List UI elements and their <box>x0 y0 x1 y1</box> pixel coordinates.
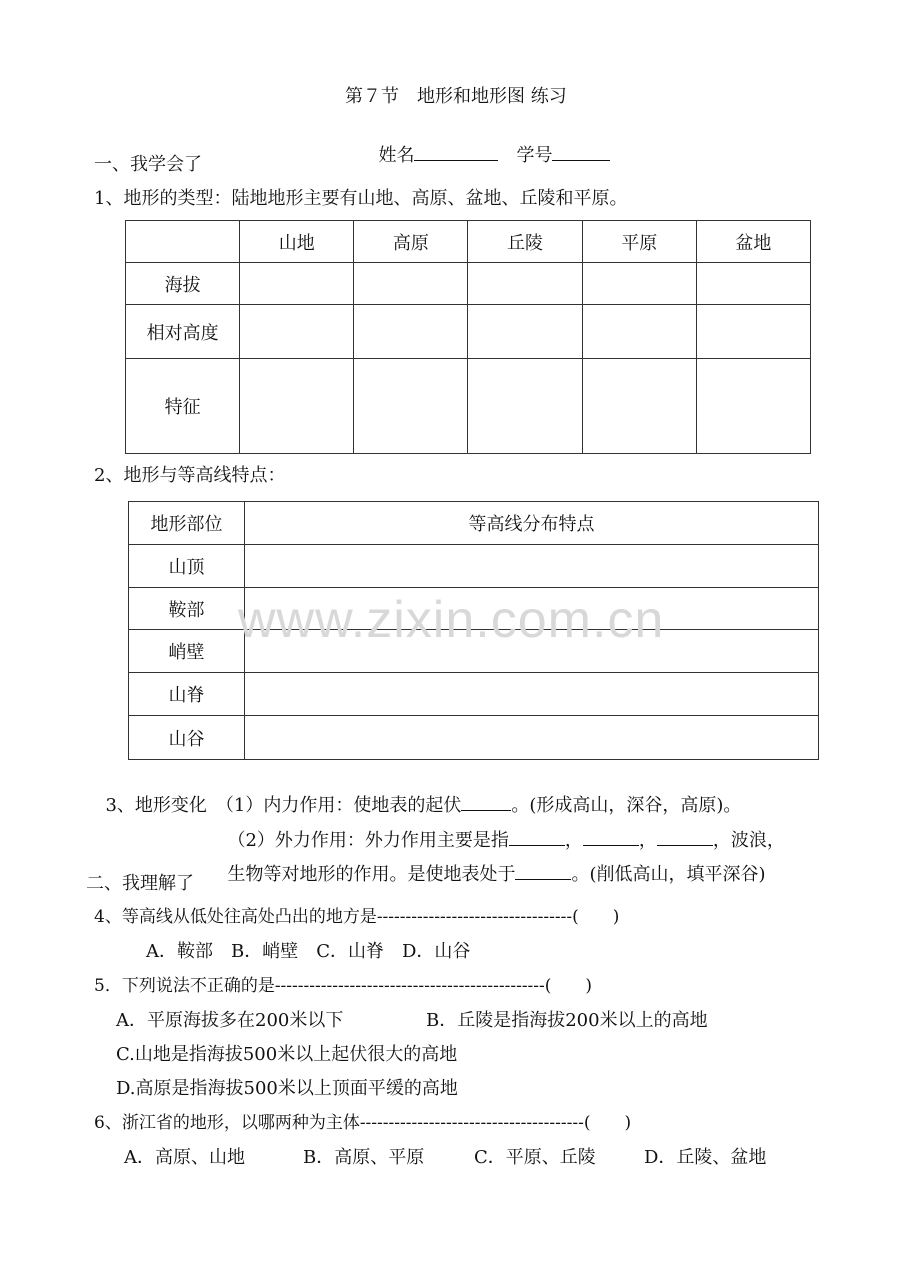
answer-cell[interactable] <box>354 359 468 454</box>
q3-line3-a: 生物等对地形的作用。是使地表处于 <box>227 864 516 885</box>
q3-sep: ， <box>564 830 583 851</box>
answer-cell[interactable] <box>354 305 468 359</box>
q6-text: 6、浙江省的地形，以哪两种为主体---------------------------------------( ) <box>94 1113 632 1133</box>
answer-cell[interactable] <box>696 263 810 305</box>
name-blank[interactable] <box>414 142 498 161</box>
watermark: www.zixin.com.cn <box>238 591 665 649</box>
q3-line2-end: ，波浪， <box>712 830 785 851</box>
q2-text: 2、地形与等高线特点： <box>94 465 286 486</box>
answer-cell[interactable] <box>696 305 810 359</box>
q6-option-c: C．平原、丘陵 <box>474 1147 596 1168</box>
answer-cell[interactable] <box>582 359 696 454</box>
page-title: 第７节 地形和地形图 练习 <box>345 86 567 107</box>
id-blank[interactable] <box>552 142 610 161</box>
section1-heading: 一、我学会了 <box>94 154 202 175</box>
answer-cell[interactable] <box>245 716 819 760</box>
q3-line1-a: （1）内力作用：使地表的起伏 <box>224 795 462 816</box>
answer-cell[interactable] <box>468 305 582 359</box>
answer-cell[interactable] <box>240 305 354 359</box>
row-header: 海拔 <box>126 263 240 305</box>
section2-heading: 二、我理解了 <box>86 873 194 894</box>
answer-cell[interactable] <box>582 305 696 359</box>
q3-line3-b: 。(削低高山，填平深谷) <box>571 864 766 885</box>
q4-options: A．鞍部 B．峭壁 C．山脊 D．山谷 <box>146 941 471 962</box>
answer-cell[interactable] <box>468 263 582 305</box>
row-header: 特征 <box>126 359 240 454</box>
q3-line3 <box>216 839 766 886</box>
column-header: 等高线分布特点 <box>245 502 819 545</box>
row-header: 山脊 <box>129 673 245 716</box>
answer-cell[interactable] <box>240 263 354 305</box>
row-header: 峭壁 <box>129 630 245 673</box>
column-header: 地形部位 <box>129 502 245 545</box>
corner-cell <box>126 221 240 263</box>
name-label: 姓名 <box>378 145 415 166</box>
q5-option-c: C.山地是指海拔500米以上起伏很大的高地 <box>116 1044 458 1065</box>
q6-option-a: A．高原、山地 <box>124 1147 245 1168</box>
q3-label: 3、地形变化 <box>105 795 207 816</box>
row-header: 山谷 <box>129 716 245 760</box>
q5-option-a: A．平原海拔多在200米以下 <box>116 1010 344 1031</box>
column-header: 丘陵 <box>468 221 582 263</box>
row-header: 鞍部 <box>129 588 245 630</box>
answer-cell[interactable] <box>696 359 810 454</box>
column-header: 高原 <box>354 221 468 263</box>
q5-option-b: B．丘陵是指海拔200米以上的高地 <box>426 1010 708 1031</box>
q1-text: 1、地形的类型：陆地地形主要有山地、高原、盆地、丘陵和平原。 <box>94 188 628 209</box>
column-header: 盆地 <box>696 221 810 263</box>
q3-line1-b: 。(形成高山，深谷，高原)。 <box>511 795 742 816</box>
column-header: 平原 <box>582 221 696 263</box>
row-header: 相对高度 <box>126 305 240 359</box>
q6-option-d: D．丘陵、盆地 <box>644 1147 767 1168</box>
q5-text: 5．下列说法不正确的是-----------------------------------------------( ) <box>94 976 593 996</box>
answer-cell[interactable] <box>245 545 819 588</box>
student-info <box>367 120 610 167</box>
row-header: 山顶 <box>129 545 245 588</box>
answer-cell[interactable] <box>354 263 468 305</box>
landform-table <box>125 220 811 454</box>
q3-sep: ， <box>638 830 657 851</box>
q3-line2-a: （2）外力作用：外力作用主要是指 <box>227 830 509 851</box>
id-label: 学号 <box>516 145 553 166</box>
column-header: 山地 <box>240 221 354 263</box>
answer-cell[interactable] <box>240 359 354 454</box>
answer-cell[interactable] <box>245 673 819 716</box>
q6-option-b: B．高原、平原 <box>303 1147 425 1168</box>
q3-blank-5[interactable] <box>515 861 571 880</box>
answer-cell[interactable] <box>468 359 582 454</box>
q5-option-d: D.高原是指海拔500米以上顶面平缓的高地 <box>116 1078 458 1099</box>
q4-text: 4、等高线从低处往高处凸出的地方是----------------------------------( ) <box>94 907 620 927</box>
answer-cell[interactable] <box>582 263 696 305</box>
